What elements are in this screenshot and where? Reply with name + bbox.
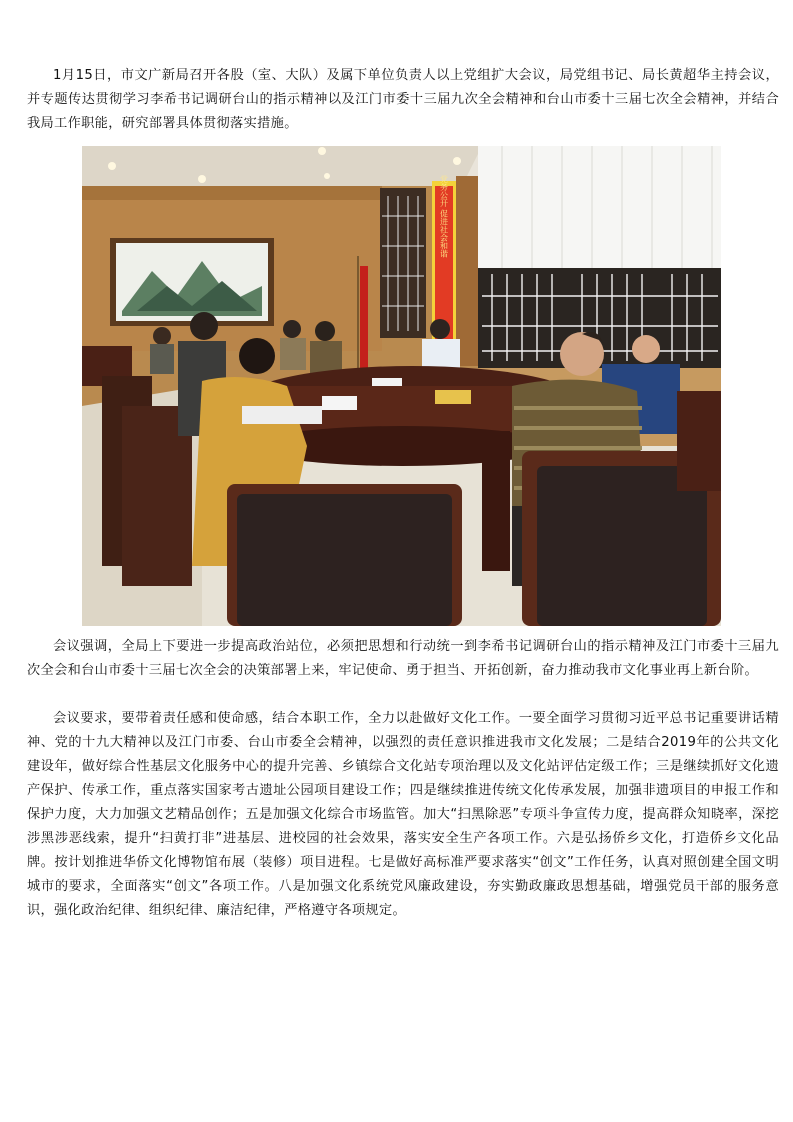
paragraph-requirements: 会议要求，要带着责任感和使命感，结合本职工作，全力以赴做好文化工作。一要全面学习贯彻习近平总书记重要讲话精神、党的十九大精神以及江门市委、台山市委全会精神，以强烈的责任意识推进我市文化发展；二是结合2019年的公共文化建设年，做好综合性基层文化服务中心的提升完善、乡镇综合文化站专项治理以及文化站评估定级工作；三是继续抓好文化遗产保护、传承工作，重点落实国家考古遗址公园项目建设工作；四是继续推进传统文化传承发展，加强非遗项目的申报工作和保护力度，大力加强文艺精品创作；五是加强文化综合市场监管。加大“扫黑除恶”专项斗争宣传力度，提高群众知晓率，深挖涉黑涉恶线索，提升“扫黄打非”进基层、进校园的社会效果，落实安全生产各项工作。六是弘扬侨乡文化，打造侨乡文化品牌。按计划推进华侨文化博物馆布展（装修）项目进程。七是做好高标准严要求落实“创文”工作任务，认真对照创建全国文明城市的要求，全面落实“创文”各项工作。八是加强文化系统党风廉政建设，夯实勤政廉政思想基础，增强党员干部的服务意识，强化政治纪律、组织纪律、廉洁纪律，严格遵守各项规定。 <box>27 711 779 918</box>
banner-text: 党务公开 促进社会和谐 <box>439 174 449 258</box>
paragraph-intro: 1月15日，市文广新局召开各股（室、大队）及属下单位负责人以上党组扩大会议，局党组书记、局长黄超华主持会议，并专题传达贯彻学习李希书记调研台山的指示精神以及江门市委十三届九次全会精神和台山市委十三届七次全会精神，并结合我局工作职能，研究部署具体贯彻落实措施。 <box>27 68 779 131</box>
paragraph-emphasis: 会议强调，全局上下要进一步提高政治站位，必须把思想和行动统一到李希书记调研台山的指示精神及江门市委十三届九次全会和台山市委十三届七次全会的决策部署上来，牢记使命、勇于担当、开拓创新，奋力推动我市文化事业再上新台阶。 <box>27 639 779 678</box>
meeting-photo <box>82 146 721 626</box>
